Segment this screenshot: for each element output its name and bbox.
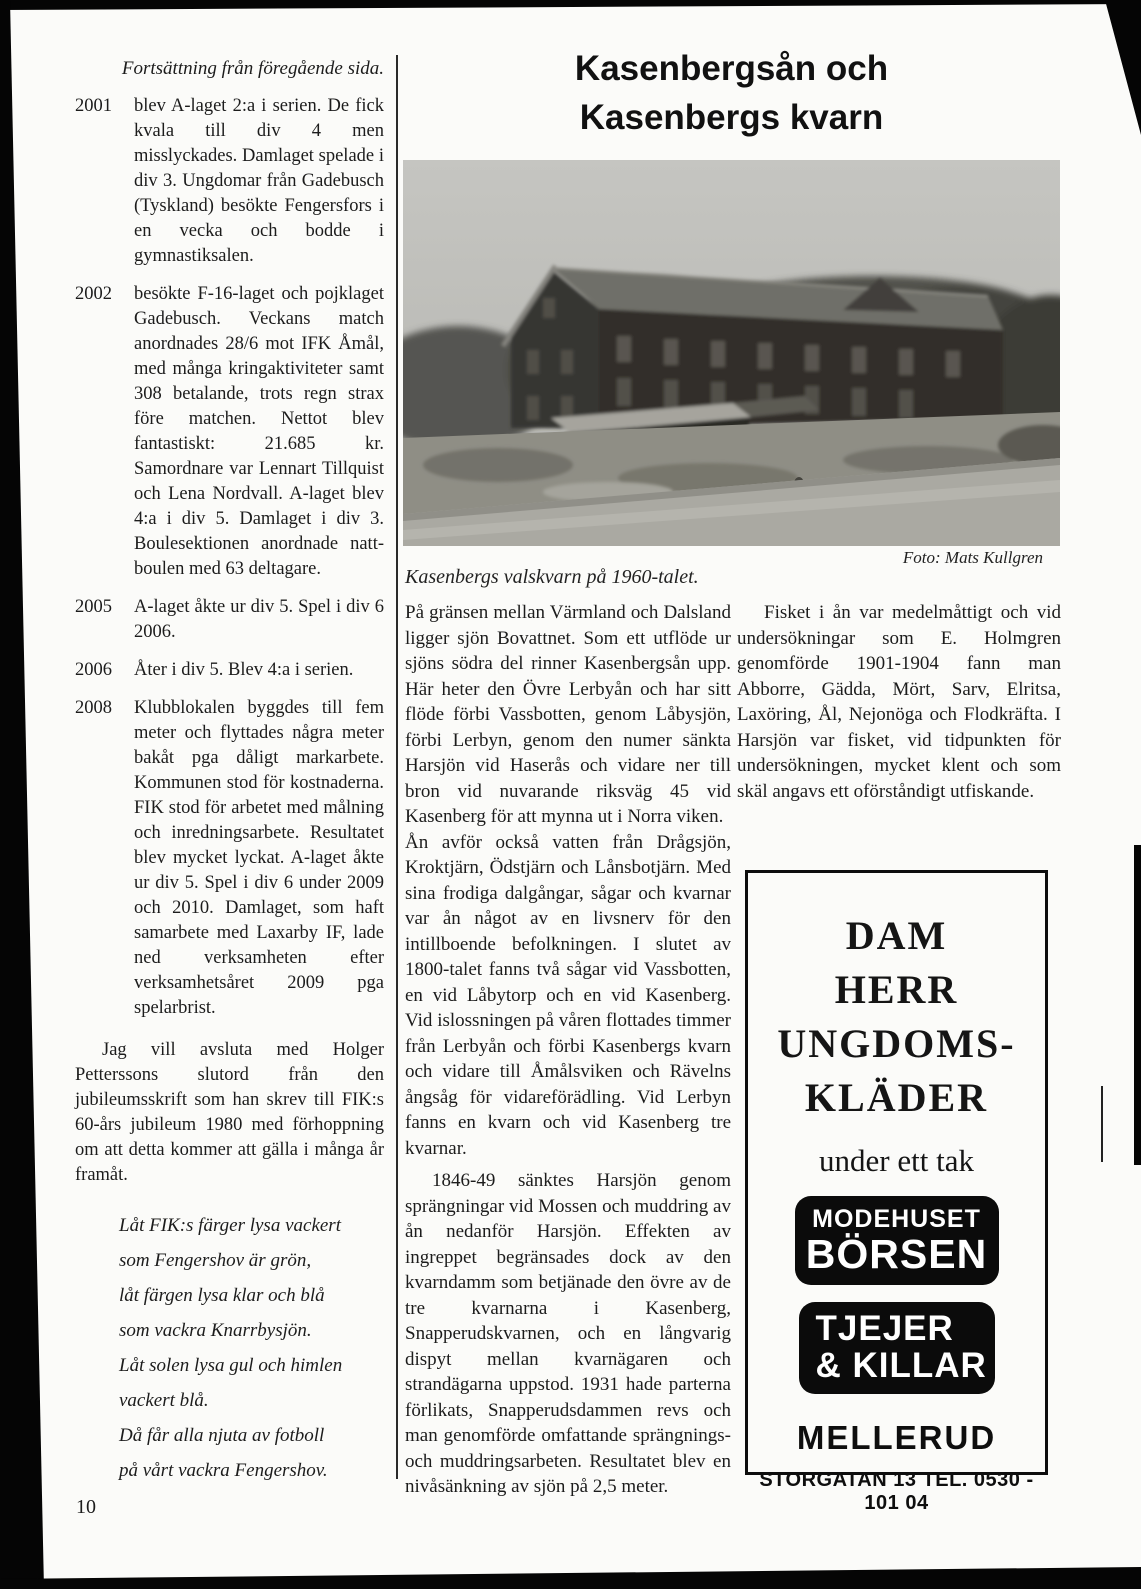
article-title-line1: Kasenbergsån och <box>574 49 889 88</box>
poem-line: vackert blå. <box>119 1390 209 1411</box>
continuation-note: Fortsättning från föregående sida. <box>121 58 384 79</box>
timeline-entry-2005 <box>75 595 384 645</box>
left-column <box>75 56 384 1488</box>
ad-badge-modehuset-borsen <box>795 1196 999 1285</box>
ad-city: MELLERUD <box>796 1419 997 1456</box>
poem <box>119 1208 384 1488</box>
article-column-1 <box>405 600 731 1500</box>
poem-line: på vårt vackra Fengershov. <box>119 1460 328 1481</box>
article-title <box>403 44 1060 142</box>
column-divider-rule <box>396 55 398 1479</box>
ad-badge-line: & KILLAR <box>815 1346 987 1385</box>
timeline-text: A-laget åkte ur div 5. Spel i div 6 2006. <box>134 597 384 642</box>
ad-badge-line: MODEHUSET <box>812 1205 981 1233</box>
timeline-text: Åter i div 5. Blev 4:a i serien. <box>134 660 354 680</box>
article-title-line2: Kasenbergs kvarn <box>579 98 884 137</box>
ad-subtitle: under ett tak <box>819 1143 974 1178</box>
ad-headline-line: DAM <box>845 913 948 958</box>
ad-headline-line: KLÄDER <box>804 1075 989 1120</box>
ad-address: STORGATAN 13 TEL. 0530 - 101 04 <box>759 1469 1034 1514</box>
mill-photo <box>403 160 1060 546</box>
timeline-entry-2002 <box>75 282 384 582</box>
timeline-text: blev A-laget 2:a i serien. De fick kvala till div 4 men misslyckades. Damlaget spelade i div 3. Ungdomar från Gadebusch (Tyskland) besökte Fengersfors i en vecka och bodde i gymnastiksalen. <box>134 96 384 266</box>
poem-line: Låt FIK:s färger lysa vackert <box>119 1215 341 1236</box>
ad-badge-line: TJEJER <box>815 1309 954 1348</box>
timeline-text: besökte F-16-laget och pojklaget Gadebusch. Veckans match anordnades 28/6 mot IFK Åmål, med många kringaktiviteter samt 308 betalande, trots regn strax före matchen. Nettot blev fantastiskt: 21.685 kr. Samordnare var Lennart Tillquist och Lena Nordvall. A-laget blev 4:a i div 5. Damlaget i div 3. Boulesektionen anordnade natt-boulen med 63 deltagare. <box>134 284 384 579</box>
photo-credit: Foto: Mats Kullgren <box>902 548 1043 567</box>
year-label: 2008 <box>75 698 112 718</box>
ad-badge-tjejer-killar <box>799 1302 995 1394</box>
year-label: 2006 <box>75 660 112 680</box>
year-label: 2005 <box>75 597 112 617</box>
ad-headline <box>748 909 1045 1125</box>
timeline-entry-2008 <box>75 696 384 1021</box>
article-column-2 <box>737 600 1061 804</box>
article-paragraph: På gränsen mellan Värmland och Dalsland ligger sjön Bovattnet. Som ett utflöde ur sjöns södra del rinner Kasenbergsån upp. Här heter den Övre Lerbyån och har sitt flöde förbi Vassbotten, genom Låbysjön, förbi Lerbyn, genom den numer sänkta Harsjön vid Haserås och vidare ner till bron vid nuvarande riksväg 45 vid Kasenberg för att mynna ut i Norra viken. <box>405 602 731 827</box>
scan-edge-artifact <box>1134 845 1141 1165</box>
ad-box-modehuset-borsen <box>745 870 1048 1514</box>
article-paragraph: Ån avför också vatten från Drågsjön, Kroktjärn, Ödstjärn och Lånsbotjärn. Med sina frodiga dalgångar, sågar och kvarnar var ån något av en livsnerv för den intillboende befolkningen. I slutet av 1800-talet fanns två sågar vid Vassbotten, en vid Låbytorp och en vid Kasenberg. Vid islossningen på våren flottades timmer från Lerbyån och förbi Kasenbergs kvarn och vidare till Åmålsviken och Rävelns ångsåg för vidareförädling. Vid Lerbyn fanns en kvarn och vid Kasenberg tre kvarnar. <box>405 831 731 1159</box>
article-paragraph: Fisket i ån var medelmåttigt och vid undersökningar som E. Holmgren genomförde 1901-1904 fann man Abborre, Gädda, Mört, Sarv, Elritsa, Laxöring, Ål, Nejonöga och Flodkräfta. I Harsjön var fisket, vid tidpunkten för undersökningen, mycket klent och som skäl angavs ett oförståndigt utfiskande. <box>737 602 1061 802</box>
ad-headline-line: UNGDOMS- <box>777 1021 1016 1066</box>
ad-headline-line: HERR <box>834 967 959 1012</box>
year-label: 2002 <box>75 284 112 304</box>
scan-edge-right <box>1101 0 1141 135</box>
page-number: 10 <box>76 1496 96 1518</box>
scan-edge-bottom <box>0 1565 1141 1589</box>
ad-badge-line: BÖRSEN <box>805 1231 988 1277</box>
year-label: 2001 <box>75 96 112 116</box>
poem-line: Då får alla njuta av fotboll <box>119 1425 325 1446</box>
timeline-entry-2006 <box>75 658 384 683</box>
poem-line: som Fengershov är grön, <box>119 1250 312 1271</box>
timeline-text: Klubblokalen byggdes till fem meter och flyttades några meter bakåt pga dåligt markarbete. Kommunen stod för kostnaderna. FIK stod för arbetet med målning och inredningsarbete. Resultatet blev mycket lyckat. A-laget åkte ur div 5. Spel i div 6 under 2009 och 2010. Damlaget, som haft samarbete med Laxarby IF, lade ned verksamheten efter verksamhetsåret 2009 pga spelarbrist. <box>134 698 384 1018</box>
scan-line-artifact <box>1101 1086 1103 1162</box>
timeline-entry-2001 <box>75 94 384 269</box>
scan-edge-left <box>0 0 46 1589</box>
poem-line: låt färgen lysa klar och blå <box>119 1285 325 1306</box>
photo-caption: Kasenbergs valskvarn på 1960-talet. <box>405 566 699 588</box>
poem-line: Låt solen lysa gul och himlen <box>119 1355 343 1376</box>
article-paragraph: 1846-49 sänktes Harsjön genom sprängningar vid Mossen och muddring av ån nedanför Harsjön. Effekten av ingreppet begränsades dock av den kvarndamm som betjänade den övre av de tre kvarnarna i Kasenberg, Snapperudskvarnen, och en långvarig dispyt mellan kvarnägaren och strandägarna uppstod. 1931 hade parterna förlikats, Snapperudsdammen revs och man genomförde omfattande sprängnings- och muddringsarbeten. Resultatet blev en nivåsänkning av sjön på 2,5 meter. <box>405 1170 731 1497</box>
closing-paragraph: Jag vill avsluta med Holger Petterssons slutord från den jubileumsskrift som han skrev till FIK:s 60-års jubileum 1980 med förhoppning om att detta kommer att gälla i många år framåt. <box>75 1040 384 1185</box>
poem-line: som vackra Knarrbysjön. <box>119 1320 312 1341</box>
scan-edge-top <box>0 0 1141 11</box>
